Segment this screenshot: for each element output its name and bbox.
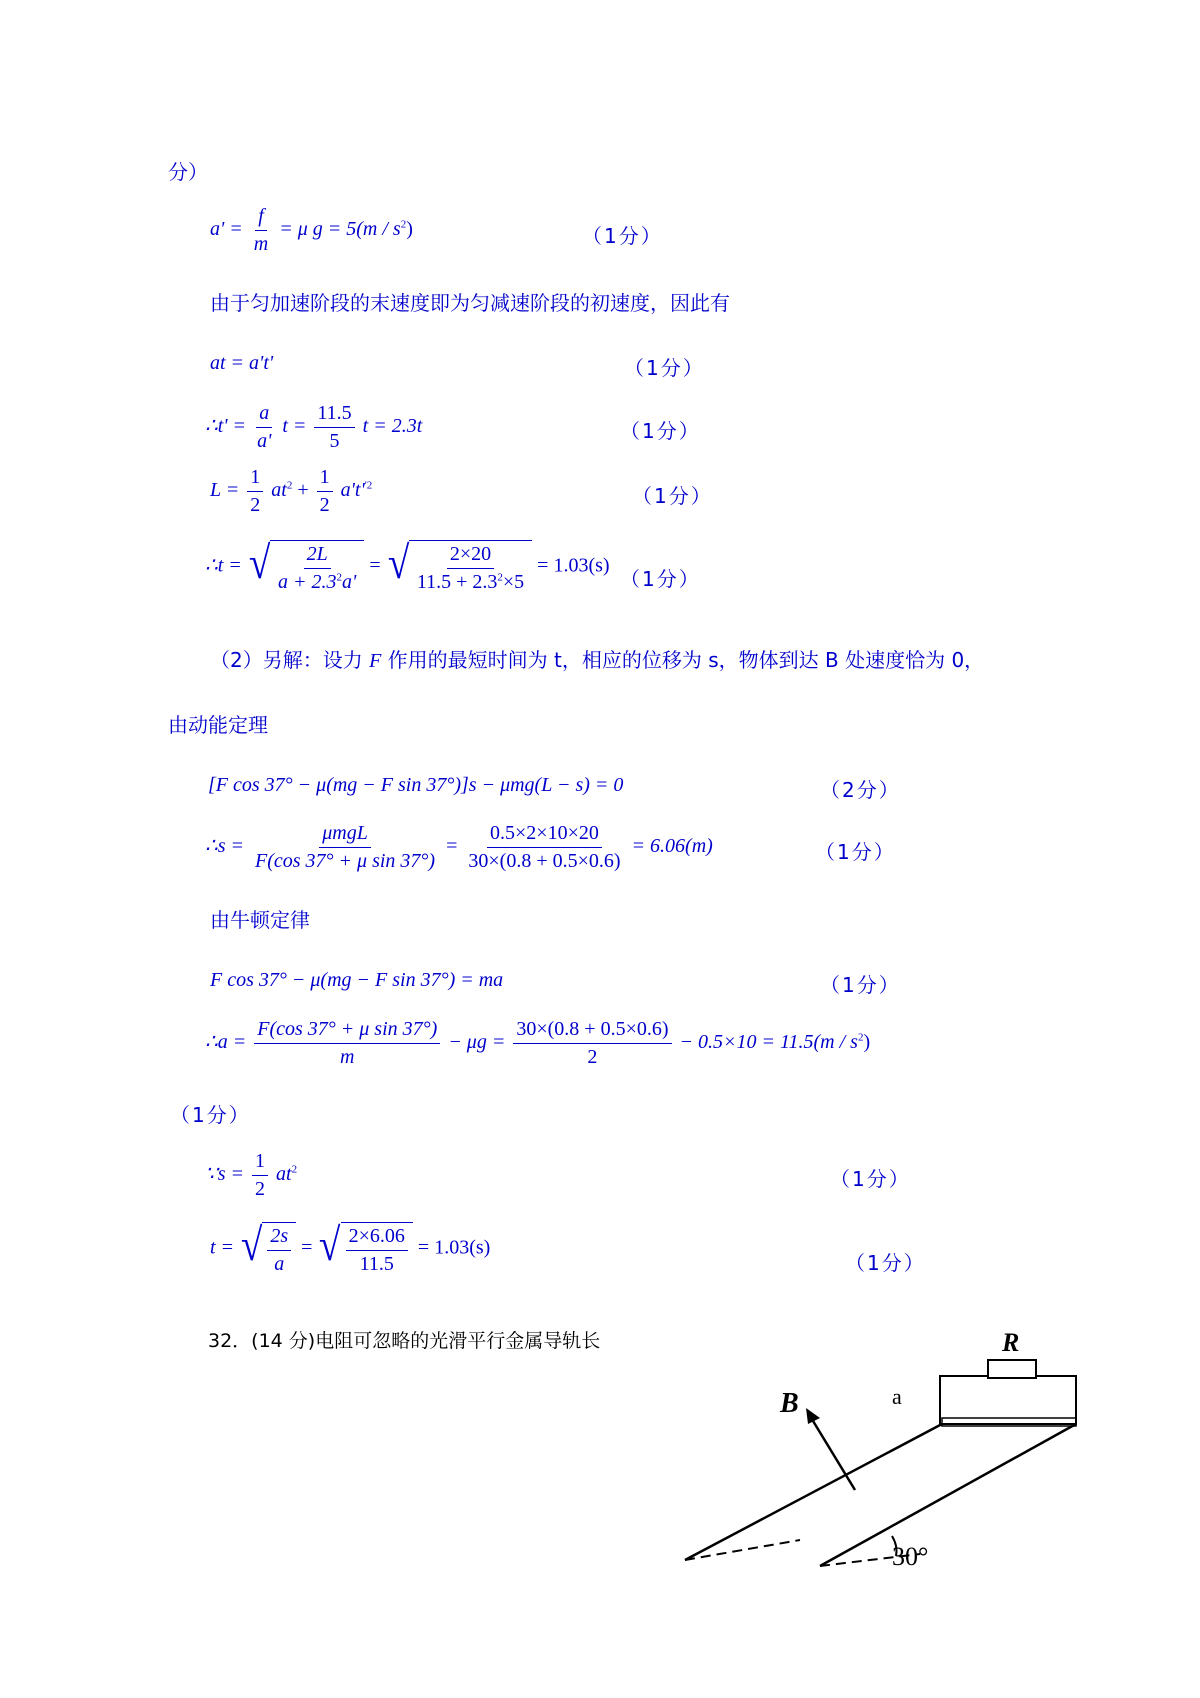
score-label: （1分） (815, 840, 896, 864)
equation-newton: F cos 37° − μ(mg − F sin 37°) = ma (210, 969, 504, 991)
equation-energy: [F cos 37° − μ(mg − F sin 37°)]s − μmg(L − s) = 0 (208, 774, 624, 796)
section-heading: 由牛顿定律 (210, 908, 310, 932)
equation-t-prime: ∴t' = $\frac{a}{a'}$ t = $\frac{11.5}{5}$ t = 2.3t (205, 402, 423, 452)
problem-32-text: 32．(14 分)电阻可忽略的光滑平行金属导轨长 (208, 1330, 601, 1352)
label-angle: 30° (892, 1542, 929, 1571)
score-label: （1分） (845, 1251, 926, 1275)
score-label: （1分） (582, 224, 663, 248)
magnetic-field-arrow (810, 1416, 855, 1490)
equation-t-final: t = √ $\frac{2s}{a}$ = √ $\frac{2\times 6.06}{11.5}$ = 1.03(s) (210, 1219, 491, 1275)
incline-rail-figure (660, 1320, 1100, 1580)
equation-a-prime: a' = $\frac{f}{m}$ = μ $g = 5(m / s^2)$ (210, 205, 413, 255)
section-heading: 由动能定理 (168, 713, 268, 737)
score-label: （1分） (620, 419, 701, 443)
rail-left (685, 1424, 942, 1560)
label-a: a (892, 1384, 902, 1409)
score-label: （2分） (820, 778, 901, 802)
equation-t: ∴t = √ $\frac{2L}{a + 2.3^2a'}$ = √ $\frac{2\times 20}{11.5 + 2.3^2\times 5}$ = 1.03(s) (205, 537, 610, 593)
score-label: （1分） (830, 1167, 911, 1191)
equation-a: ∴a = $\frac{\text{F(cos 37° + μ sin 37°)}}{m}$ − μg = $\frac{30\times(0.8 + 0.5\times 0.6)}{2}$ − $0.5\times 10 = 11.5(m / s^2)$ (205, 1018, 871, 1068)
rail-end-bar (940, 1376, 1076, 1424)
equation-at: at = a't' (210, 352, 274, 374)
score-label: （1分） (624, 356, 705, 380)
score-label: （1分） (170, 1103, 251, 1127)
equation-s: ∴s = $\frac{\text{μmgL}}{\text{F(cos 37° + μ sin 37°)}}$ = $\frac{0.5\times 2\times 10\times 20}{30\times(0.8 + 0.5\times 0.6)}$ = 6.06(m) (205, 822, 713, 872)
resistor-symbol (988, 1360, 1036, 1378)
explanation-text: 由于匀加速阶段的末速度即为匀减速阶段的初速度，因此有 (210, 291, 730, 315)
rail-right (820, 1424, 1076, 1566)
label-R: R (1002, 1328, 1020, 1357)
score-label: （1分） (620, 567, 701, 591)
alternative-solution-text: （2）另解：设力 F 作用的最短时间为 t，相应的位移为 s，物体到达 B 处速度恰为 0， (210, 648, 985, 672)
equation-L: L = $\frac{1}{2}$ $at^2$ + $\frac{1}{2}$ $a't'^{'2}$ (210, 466, 373, 516)
equation-s-kinematic: ∵s = $\frac{1}{2}$ $at^2$ (205, 1150, 298, 1200)
continuation-text: 分） (168, 160, 208, 184)
score-label: （1分） (632, 484, 713, 508)
score-label: （1分） (820, 973, 901, 997)
label-B: B (780, 1388, 799, 1419)
